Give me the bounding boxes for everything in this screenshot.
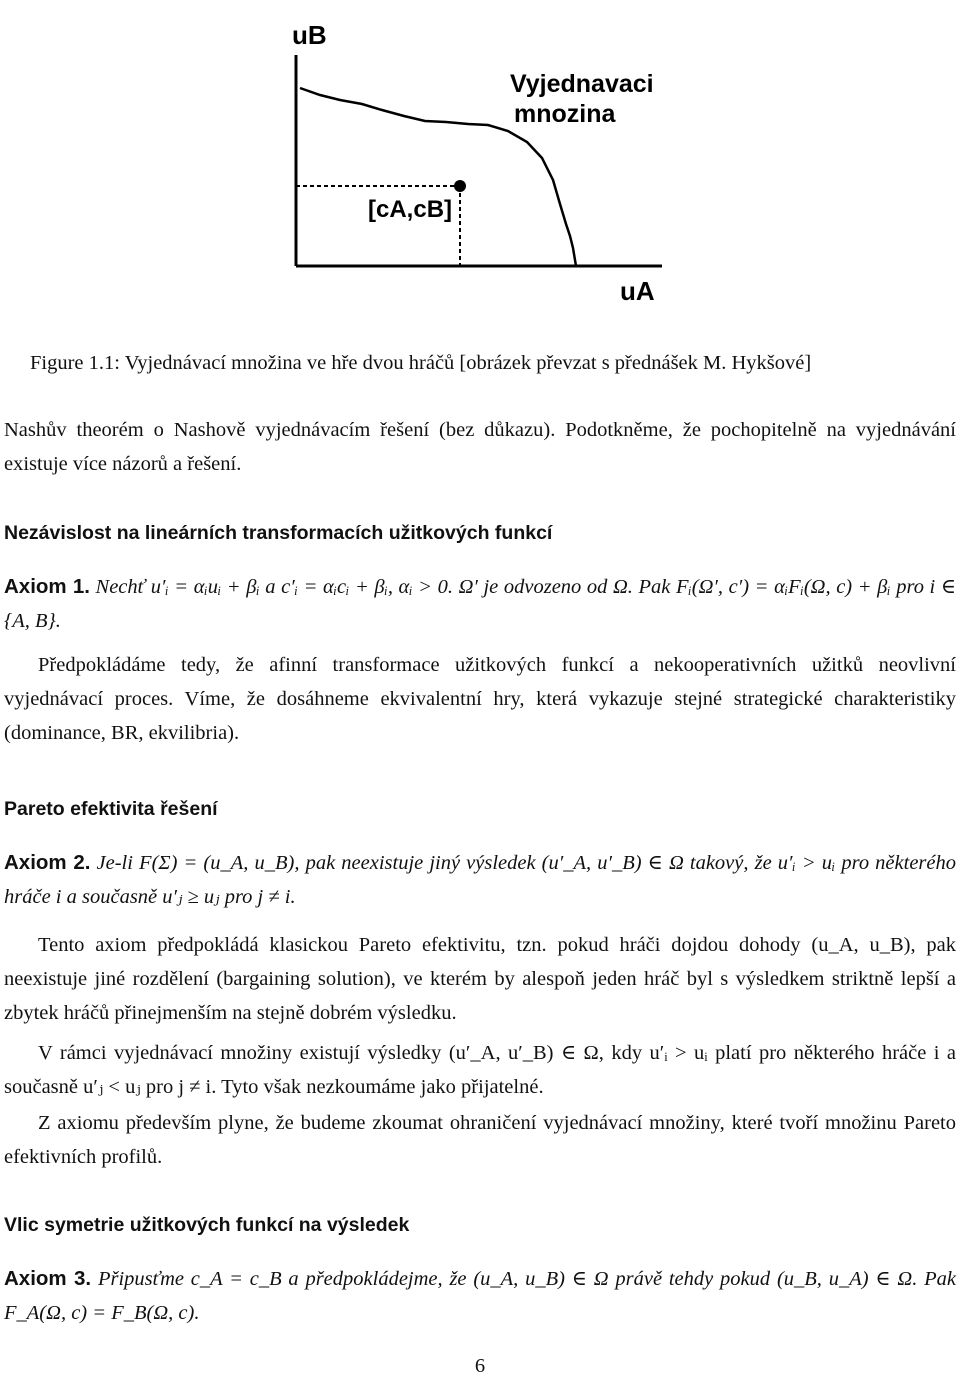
axiom-3 (4, 1262, 956, 1330)
axiom-1-label: Axiom 1. (4, 575, 90, 598)
axiom-2 (4, 846, 956, 914)
axiom-2-label: Axiom 2. (4, 851, 91, 874)
curve-label-line2: mnozina (514, 100, 616, 128)
section2-paragraph-3: Z axiomu především plyne, že budeme zkoumat ohraničení vyjednávací množiny, které tvoří množinu Pareto efektivních profilů. (4, 1112, 956, 1168)
axiom-3-label: Axiom 3. (4, 1267, 92, 1290)
section1-paragraph: Předpokládáme tedy, že afinní transformace užitkových funkcí a nekooperativních užitků neovlivní vyjednávací proces. Víme, že dosáhneme ekvivalentní hry, která vykazuje stejné strategické charakteristiky (dominance, BR, ekvilibria). (4, 654, 956, 744)
section-title-pareto: Pareto efektivita řešení (4, 798, 218, 820)
axiom-1 (4, 570, 956, 638)
section2-paragraph-1: Tento axiom předpokládá klasickou Pareto efektivitu, tzn. pokud hráči dojdou dohody (u_A, u_B), pak neexistuje jiné rozdělení (bargaining solution), ve kterém by alespoň jeden hráč byl s výsledkem striktně lepší a zbytek hráčů přinejmenším na stejně dobrém výsledku. (4, 934, 956, 1024)
section2-paragraph-2: V rámci vyjednávací množiny existují výsledky (u′_A, u′_B) ∈ Ω, kdy u′ᵢ > uᵢ platí pro některého hráče i a současně u′ⱼ < uⱼ pro j ≠ i. Tyto však nezkoumáme jako přijatelné. (4, 1042, 956, 1098)
curve-label-line1: Vyjednavaci (510, 70, 654, 98)
intro-paragraph: Nashův theorém o Nashově vyjednávacím řešení (bez důkazu). Podotkněme, že pochopitelně na vyjednávání existuje více názorů a řešení. (4, 419, 956, 475)
axiom-1-text: Nechť u′ᵢ = αᵢuᵢ + βᵢ a c′ᵢ = αᵢcᵢ + βᵢ, αᵢ > 0. Ω′ je odvozeno od Ω. Pak Fᵢ(Ω′, c′) = αᵢFᵢ(Ω, c) + βᵢ pro i ∈ {A, B}. (4, 576, 957, 632)
bargaining-set-diagram (0, 0, 960, 330)
axiom-2-text: Je-li F(Σ) = (u_A, u_B), pak neexistuje jiný výsledek (u′_A, u′_B) ∈ Ω takový, že u′ᵢ > uᵢ pro některého hráče i a současně u′ⱼ ≥ uⱼ pro j ≠ i. (4, 852, 956, 908)
x-axis-label: uA (620, 276, 655, 306)
point-label: [cA,cB] (368, 196, 453, 223)
y-axis-label: uB (292, 20, 327, 50)
axiom-3-text: Připusťme c_A = c_B a předpokládejme, že (u_A, u_B) ∈ Ω právě tehdy pokud (u_B, u_A) ∈ Ω. Pak F_A(Ω, c) = F_B(Ω, c). (4, 1268, 956, 1324)
disagreement-point (454, 180, 466, 192)
bargaining-set-figure (0, 0, 960, 330)
section-title-linear-transformations: Nezávislost na lineárních transformacích užitkových funkcí (4, 522, 553, 544)
page-number: 6 (474, 1355, 486, 1377)
figure-caption: Figure 1.1: Vyjednávací množina ve hře dvou hráčů [obrázek převzat s přednášek M. Hykšové] (30, 352, 812, 374)
section-title-symmetry: Vlic symetrie užitkových funkcí na výsledek (4, 1214, 410, 1236)
